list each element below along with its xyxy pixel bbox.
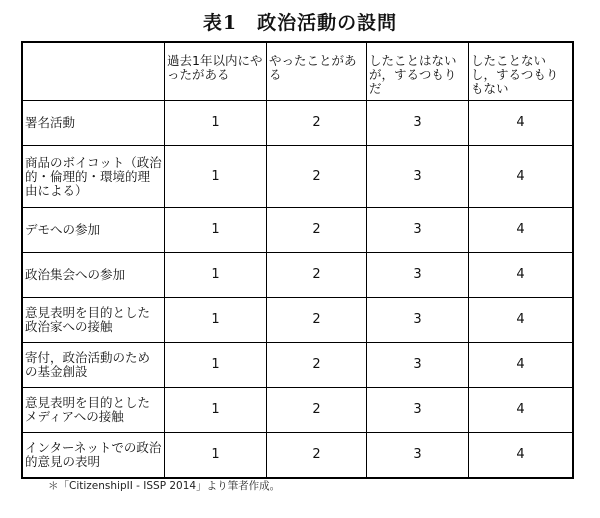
row-label: インターネットでの政治的意見の表明 [23, 433, 165, 478]
row-label: 署名活動 [23, 101, 165, 146]
header-cell-blank [23, 43, 165, 101]
row-value: 3 [367, 298, 469, 343]
row-value: 4 [469, 433, 573, 478]
table-row [23, 208, 573, 253]
row-value: 3 [367, 146, 469, 208]
row-value: 1 [165, 343, 267, 388]
row-value: 2 [267, 146, 367, 208]
header-cell-might-do: したことはないが，するつもりだ [367, 43, 469, 101]
row-label: 商品のボイコット（政治的・倫理的・環境的理由による） [23, 146, 165, 208]
row-value: 2 [267, 101, 367, 146]
row-value: 3 [367, 433, 469, 478]
row-value: 2 [267, 343, 367, 388]
table-row [23, 253, 573, 298]
row-label: 寄付，政治活動のための基金創設 [23, 343, 165, 388]
row-value: 4 [469, 298, 573, 343]
row-value: 1 [165, 298, 267, 343]
row-value: 3 [367, 253, 469, 298]
row-label: デモへの参加 [23, 208, 165, 253]
row-value: 3 [367, 101, 469, 146]
table-row [23, 146, 573, 208]
row-value: 3 [367, 208, 469, 253]
header-cell-have-done: やったことがある [267, 43, 367, 101]
row-value: 2 [267, 298, 367, 343]
header-cell-never-do: したことないし，するつもりもない [469, 43, 573, 101]
row-value: 3 [367, 388, 469, 433]
survey-question-table [22, 42, 573, 478]
row-value: 4 [469, 253, 573, 298]
table-row [23, 101, 573, 146]
row-value: 2 [267, 433, 367, 478]
row-value: 1 [165, 146, 267, 208]
row-value: 2 [267, 253, 367, 298]
row-value: 2 [267, 208, 367, 253]
row-value: 3 [367, 343, 469, 388]
source-note: ＊「CitizenshipII - ISSP 2014」より筆者作成。 [48, 480, 281, 492]
row-value: 4 [469, 146, 573, 208]
row-value: 4 [469, 208, 573, 253]
row-value: 1 [165, 101, 267, 146]
row-label: 意見表明を目的としたメディアへの接触 [23, 388, 165, 433]
table-row [23, 388, 573, 433]
row-value: 1 [165, 433, 267, 478]
table-header-row [23, 43, 573, 101]
row-value: 4 [469, 388, 573, 433]
table-row [23, 433, 573, 478]
row-value: 4 [469, 101, 573, 146]
row-value: 1 [165, 253, 267, 298]
row-label: 政治集会への参加 [23, 253, 165, 298]
row-value: 1 [165, 388, 267, 433]
table-row [23, 343, 573, 388]
row-value: 4 [469, 343, 573, 388]
row-value: 1 [165, 208, 267, 253]
row-value: 2 [267, 388, 367, 433]
row-label: 意見表明を目的とした政治家への接触 [23, 298, 165, 343]
header-cell-past-year: 過去1年以内にやったがある [165, 43, 267, 101]
page-title: 表1 政治活動の設問 [202, 12, 398, 34]
table-row [23, 298, 573, 343]
